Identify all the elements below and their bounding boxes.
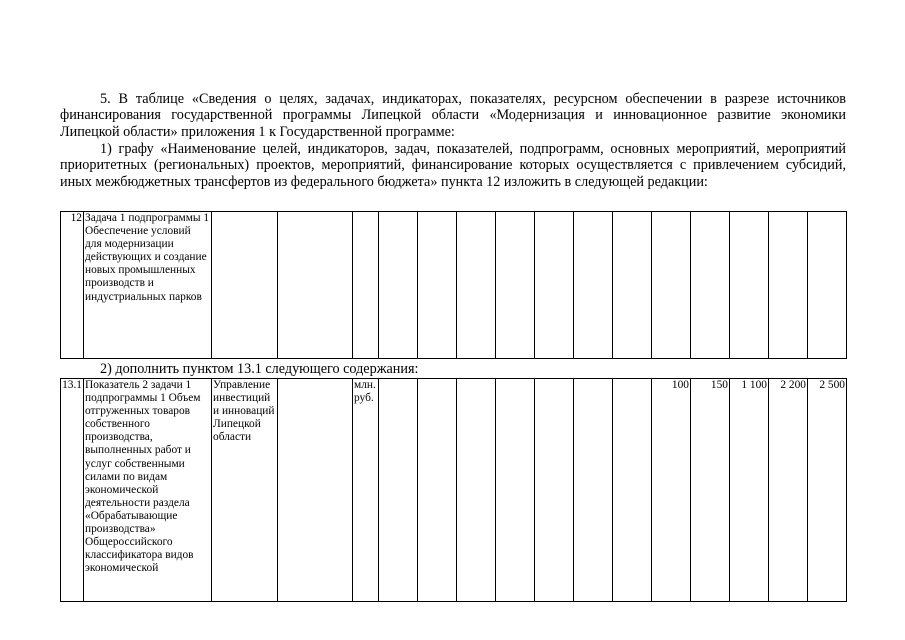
empty-cell bbox=[496, 212, 535, 359]
empty-cell bbox=[379, 379, 418, 602]
paragraph-item-2: 2) дополнить пунктом 13.1 следующего содержания: bbox=[100, 361, 419, 377]
empty-cell bbox=[278, 212, 353, 359]
value-cell: 2 200 bbox=[769, 379, 808, 602]
empty-cell bbox=[730, 212, 769, 359]
empty-cell bbox=[613, 379, 652, 602]
empty-cell bbox=[769, 212, 808, 359]
row-number-cell: 12 bbox=[61, 212, 84, 359]
empty-cell bbox=[379, 212, 418, 359]
empty-cell bbox=[652, 212, 691, 359]
empty-cell bbox=[418, 212, 457, 359]
table-row-13-1 bbox=[60, 378, 847, 602]
empty-cell bbox=[353, 212, 379, 359]
unit-cell: млн. руб. bbox=[353, 379, 379, 602]
executor-cell: Управление инвестиций и инноваций Липецкой области bbox=[212, 379, 278, 602]
empty-cell bbox=[212, 212, 278, 359]
table-row-12 bbox=[60, 211, 847, 359]
value-cell: 2 500 bbox=[808, 379, 847, 602]
empty-cell bbox=[574, 379, 613, 602]
paragraph-intro: 5. В таблице «Сведения о целях, задачах, индикаторах, показателях, ресурсном обеспечении в разрезе источников финансирования государственной программы Липецкой области «Модернизация и инновационное развитие экономики Липецкой области» приложения 1 к Государственной программе: bbox=[60, 91, 846, 140]
paragraph-item-1: 1) графу «Наименование целей, индикаторов, задач, показателей, подпрограмм, основных мероприятий, мероприятий приоритетных (региональных) проектов, мероприятий, финансирование которых осуществляется с привлечением субсидий, иных межбюджетных трансфертов из федерального бюджета» пункта 12 изложить в следующей редакции: bbox=[60, 141, 846, 190]
empty-cell bbox=[535, 379, 574, 602]
empty-cell bbox=[691, 212, 730, 359]
empty-cell bbox=[278, 379, 353, 602]
value-cell: 100 bbox=[652, 379, 691, 602]
indicator-name-cell: Показатель 2 задачи 1 подпрограммы 1 Объем отгруженных товаров собственного производства, выполненных работ и услуг собственными силами по видам экономической деятельности раздела «Обрабатывающие производства» Общероссийского классификатора видов экономической bbox=[84, 379, 212, 602]
value-cell: 150 bbox=[691, 379, 730, 602]
row-number-cell: 13.1 bbox=[61, 379, 84, 602]
value-cell: 1 100 bbox=[730, 379, 769, 602]
empty-cell bbox=[808, 212, 847, 359]
empty-cell bbox=[574, 212, 613, 359]
empty-cell bbox=[457, 212, 496, 359]
empty-cell bbox=[535, 212, 574, 359]
goal-name-cell: Задача 1 подпрограммы 1 Обеспечение условий для модернизации действующих и создание новых промышленных производств и индустриальных парков bbox=[84, 212, 212, 359]
empty-cell bbox=[496, 379, 535, 602]
empty-cell bbox=[613, 212, 652, 359]
empty-cell bbox=[457, 379, 496, 602]
empty-cell bbox=[418, 379, 457, 602]
